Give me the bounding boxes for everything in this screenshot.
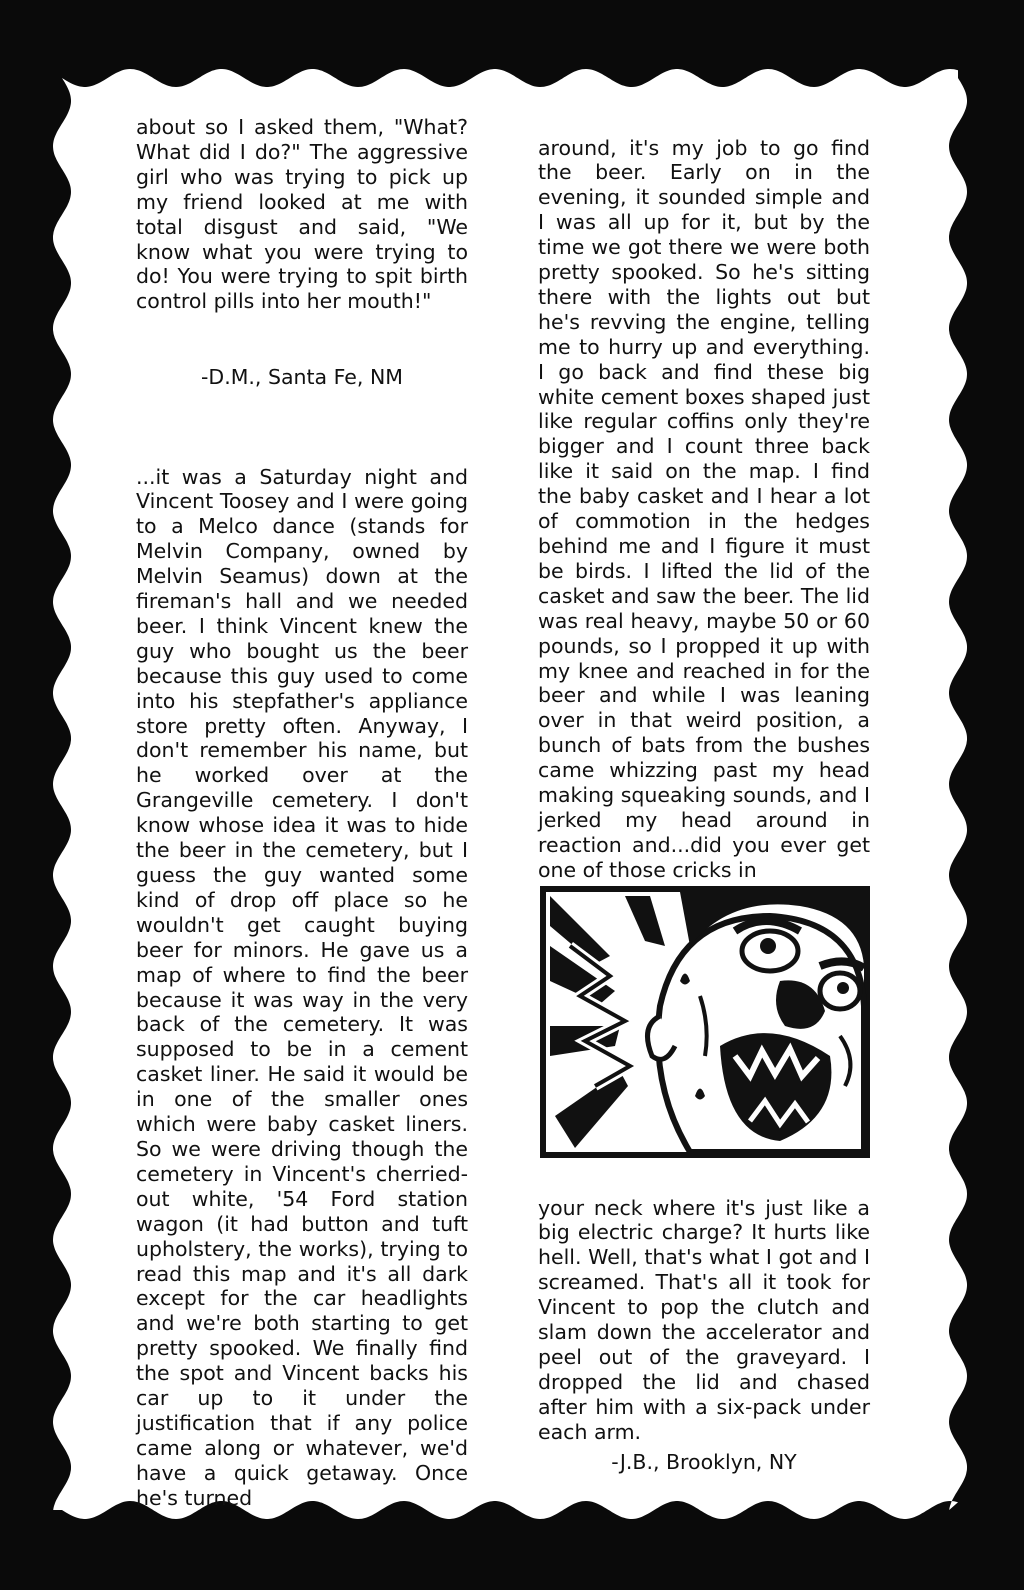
story-1-signature: -D.M., Santa Fe, NM: [201, 365, 403, 389]
screaming-man-illustration: [540, 886, 870, 1158]
story-1-text: [136, 115, 468, 314]
story-2-right-bottom-body: your neck where it's just like a big electric charge? It hurts like hell. Well, that's what I got and I screamed. That's all it took for Vincent to pop the clutch and slam down the accelerator and peel out of the graveyard. I dropped the lid and chased after him with a six-pack under each arm.: [538, 1195, 870, 1444]
story-1-body: about so I asked them, "What? What did I do?" The aggressive girl who was trying to pick up my friend looked at me with total disgust and said, "We know what you were trying to do! You were trying to spit birth control pills into her mouth!": [136, 115, 468, 314]
story-2-left-body: ...it was a Saturday night and Vincent Toosey and I were going to a Melco dance (stands for Melvin Company, owned by Melvin Seamus) down at the fireman's hall and we needed beer. I think Vincent knew the guy who bought us the beer because this guy used to come into his stepfather's appliance store pretty often. Anyway, I don't remember his name, but he worked over at the Grangeville cemetery. I don't know whose idea it was to hide the beer in the cemetery, but I guess the guy wanted some kind of drop off place so he wouldn't get caught buying beer for minors. He gave us a map of where to find the beer because it was way in the very back of the cemetery. It was supposed to be in a cement casket liner. He said it would be in one of the smaller ones which were baby casket liners. So we were driving though the cemetery in Vincent's cherried-out white, '54 Ford station wagon (it had button and tuft upholstery, the works), trying to read this map and it's all dark except for the car headlights and we're both starting to get pretty spooked. We finally find the spot and Vincent backs his car up to it under the justification that if any police came along or whatever, we'd have a quick getaway. Once he's turned: [136, 464, 468, 1510]
story-2-right-top-body: around, it's my job to go find the beer. Early on in the evening, it sounded simple and I was all up for it, but by the time we got there we were both pretty spooked. So he's sitting there with the lights out but he's revving the engine, telling me to hurry up and everything. I go back and find these big white cement boxes shaped just like regular coffins only they're bigger and I count three back like it said on the map. I find the baby casket and I hear a lot of commotion in the hedges behind me and I figure it must be birds. I lifted the lid of the casket and saw the beer. The lid was real heavy, maybe 50 or 60 pounds, so I propped it up with my knee and reached in for the beer and while I was leaning over in that weird position, a bunch of bats from the bushes came whizzing past my head making squeaking sounds, and I jerked my head around in reaction and...did you ever get one of those cricks in: [538, 135, 870, 882]
story-2-signature: -J.B., Brooklyn, NY: [611, 1450, 797, 1474]
